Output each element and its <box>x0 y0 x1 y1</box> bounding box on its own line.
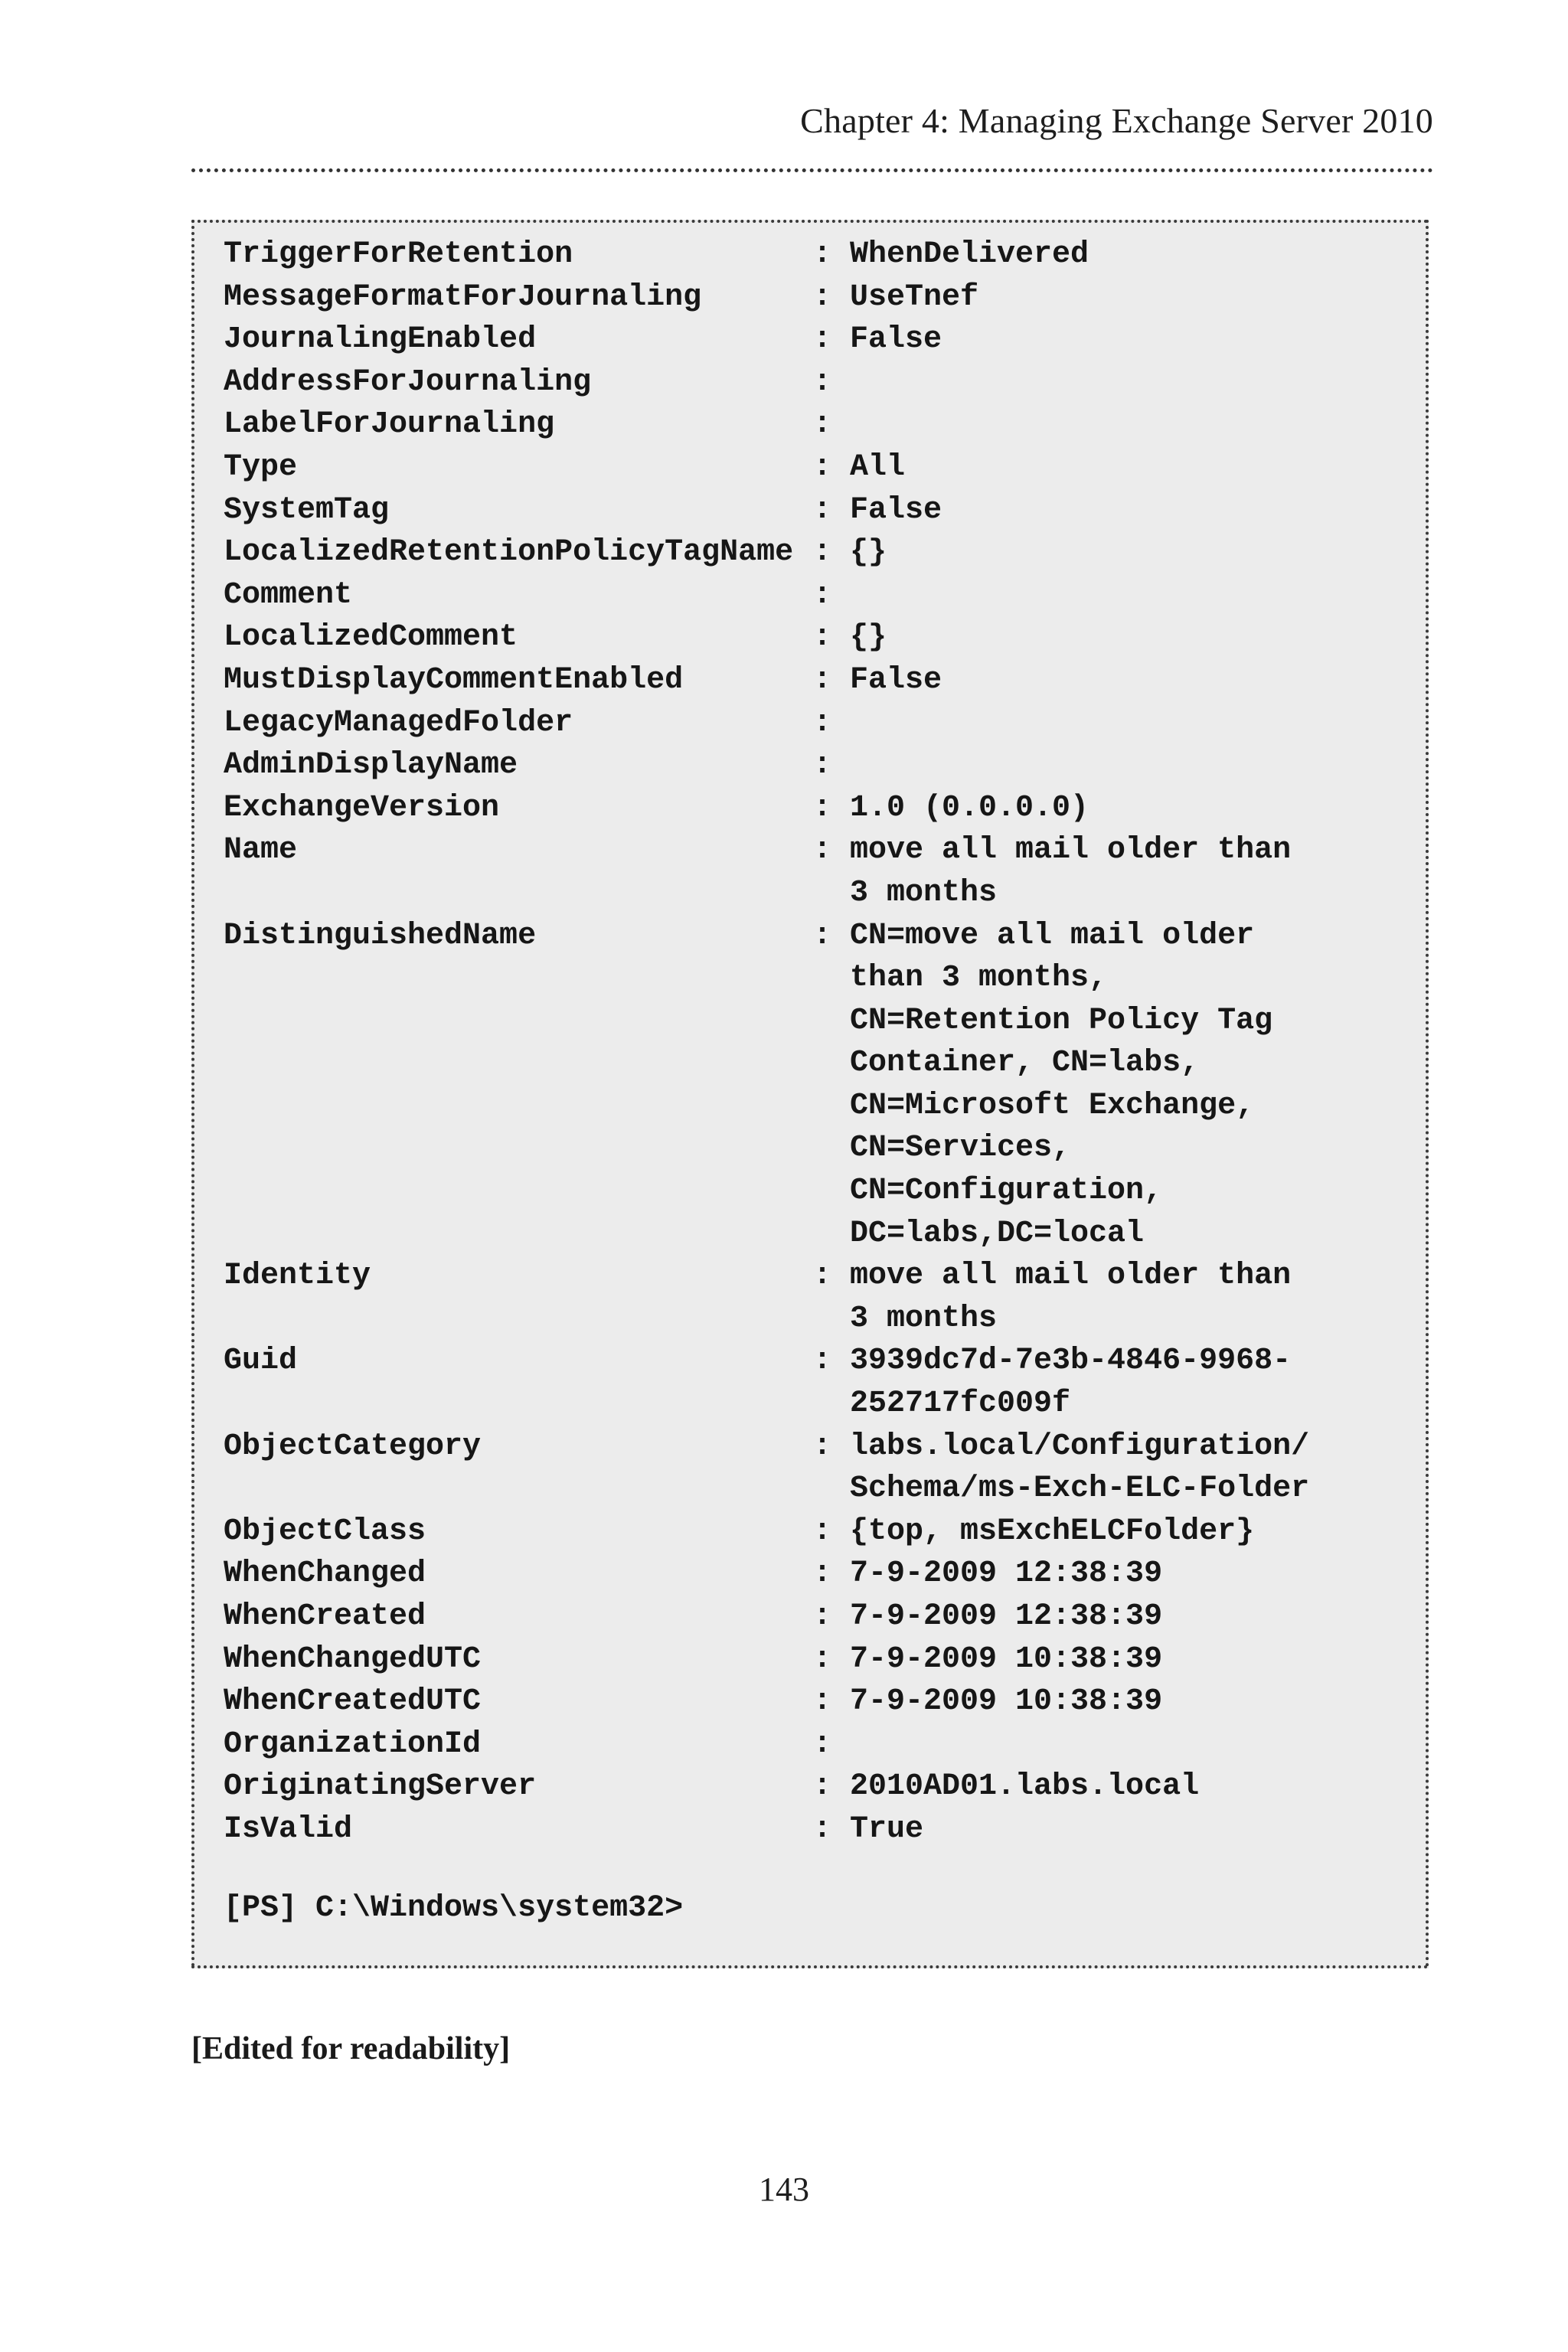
property-value-line: CN=Configuration, <box>850 1174 1163 1209</box>
property-separator: : <box>813 662 832 697</box>
property-separator: : <box>813 279 832 315</box>
property-row <box>224 574 1403 617</box>
property-row <box>224 1808 1403 1851</box>
property-row <box>224 616 1403 659</box>
property-name: Type <box>224 449 298 485</box>
property-value <box>850 616 1403 659</box>
property-row <box>224 1723 1403 1766</box>
property-row <box>224 1553 1403 1596</box>
page-number: 143 <box>759 2171 809 2208</box>
property-value <box>850 1255 1403 1340</box>
property-separator: : <box>813 1429 832 1464</box>
property-name: AddressForJournaling <box>224 364 592 400</box>
property-name: ObjectClass <box>224 1514 426 1549</box>
property-row <box>224 446 1403 489</box>
property-value <box>850 234 1403 276</box>
property-value-line: False <box>850 322 942 358</box>
property-separator: : <box>813 1726 832 1762</box>
property-value-line: Container, CN=labs, <box>850 1046 1200 1081</box>
property-separator: : <box>813 1344 832 1379</box>
property-value-line: than 3 months, <box>850 961 1108 996</box>
property-row <box>224 1596 1403 1638</box>
property-value-line: 3 months <box>850 1301 998 1336</box>
property-list <box>224 234 1403 1851</box>
property-value-line: Schema/ms-Exch-ELC-Folder <box>850 1472 1310 1507</box>
property-value-line: {} <box>850 620 887 655</box>
property-value-line: 2010AD01.labs.local <box>850 1769 1200 1805</box>
property-row <box>224 531 1403 574</box>
property-value-line: 3 months <box>850 875 998 910</box>
property-name: Name <box>224 833 298 868</box>
property-row <box>224 318 1403 361</box>
property-value <box>850 659 1403 702</box>
property-separator: : <box>813 620 832 655</box>
property-value <box>850 446 1403 489</box>
header-dotted-rule <box>191 168 1433 172</box>
property-row <box>224 1511 1403 1553</box>
property-value-line: {} <box>850 535 887 570</box>
property-separator: : <box>813 1599 832 1634</box>
property-separator: : <box>813 535 832 570</box>
property-row <box>224 1340 1403 1425</box>
property-name: ObjectCategory <box>224 1429 482 1464</box>
property-row <box>224 829 1403 914</box>
property-name: Guid <box>224 1344 298 1379</box>
property-separator: : <box>813 1557 832 1592</box>
property-value <box>850 1681 1403 1723</box>
property-value-line: move all mail older than <box>850 833 1292 868</box>
property-name: OrganizationId <box>224 1726 482 1762</box>
property-name: MustDisplayCommentEnabled <box>224 662 684 697</box>
property-name: Comment <box>224 577 353 612</box>
property-value-line: WhenDelivered <box>850 237 1089 272</box>
property-value <box>850 318 1403 361</box>
property-name: DistinguishedName <box>224 918 537 953</box>
property-separator: : <box>813 790 832 825</box>
property-separator: : <box>813 407 832 443</box>
property-separator: : <box>813 705 832 740</box>
property-name: LocalizedRetentionPolicyTagName <box>224 535 794 570</box>
property-value-line: All <box>850 449 906 485</box>
property-separator: : <box>813 833 832 868</box>
property-separator: : <box>813 1514 832 1549</box>
property-name: OriginatingServer <box>224 1769 537 1805</box>
property-value-line: DC=labs,DC=local <box>850 1216 1145 1251</box>
property-value-line: CN=Microsoft Exchange, <box>850 1088 1255 1123</box>
property-row <box>224 1426 1403 1511</box>
property-row <box>224 361 1403 404</box>
property-value-line: True <box>850 1811 924 1847</box>
property-value <box>850 1340 1403 1425</box>
property-row <box>224 1681 1403 1723</box>
property-name: ExchangeVersion <box>224 790 500 825</box>
property-value <box>850 489 1403 532</box>
property-row <box>224 1766 1403 1808</box>
property-row <box>224 276 1403 319</box>
property-separator: : <box>813 1811 832 1847</box>
property-row <box>224 489 1403 532</box>
property-name: Identity <box>224 1259 371 1294</box>
property-row <box>224 702 1403 745</box>
property-value-line: labs.local/Configuration/ <box>850 1429 1310 1464</box>
property-value-line: 3939dc7d-7e3b-4846-9968- <box>850 1344 1292 1379</box>
property-value-line: False <box>850 662 942 697</box>
edited-note: [Edited for readability] <box>191 2031 511 2066</box>
property-separator: : <box>813 918 832 953</box>
property-name: WhenCreatedUTC <box>224 1684 482 1720</box>
powershell-prompt: [PS] C:\Windows\system32> <box>224 1891 684 1926</box>
property-value <box>850 1426 1403 1511</box>
property-value-line: 252717fc009f <box>850 1387 1071 1422</box>
property-value <box>850 1808 1403 1851</box>
property-separator: : <box>813 748 832 783</box>
property-value-line: 7-9-2009 12:38:39 <box>850 1557 1163 1592</box>
property-value-line: CN=Services, <box>850 1131 1071 1166</box>
property-value <box>850 829 1403 914</box>
property-value-line: 7-9-2009 10:38:39 <box>850 1642 1163 1677</box>
property-row <box>224 744 1403 787</box>
property-row <box>224 234 1403 276</box>
property-row <box>224 915 1403 1256</box>
property-separator: : <box>813 492 832 528</box>
property-separator: : <box>813 449 832 485</box>
property-value-line: 1.0 (0.0.0.0) <box>850 790 1089 825</box>
property-separator: : <box>813 1684 832 1720</box>
property-value-line: UseTnef <box>850 279 979 315</box>
property-name: JournalingEnabled <box>224 322 537 358</box>
property-name: AdminDisplayName <box>224 748 518 783</box>
property-row <box>224 403 1403 446</box>
property-value <box>850 531 1403 574</box>
property-separator: : <box>813 364 832 400</box>
property-value-line: 7-9-2009 12:38:39 <box>850 1599 1163 1634</box>
property-row <box>224 659 1403 702</box>
property-value <box>850 1766 1403 1808</box>
property-row <box>224 1638 1403 1681</box>
property-value <box>850 1553 1403 1596</box>
property-value <box>850 1596 1403 1638</box>
code-listing-box <box>191 220 1429 1968</box>
property-value-line: CN=Retention Policy Tag <box>850 1003 1273 1038</box>
property-value-line: {top, msExchELCFolder} <box>850 1514 1255 1549</box>
property-value-line: False <box>850 492 942 528</box>
property-row <box>224 787 1403 830</box>
property-row <box>224 1255 1403 1340</box>
property-name: WhenChangedUTC <box>224 1642 482 1677</box>
property-name: WhenCreated <box>224 1599 426 1634</box>
property-value <box>850 915 1403 1256</box>
property-value-line: move all mail older than <box>850 1259 1292 1294</box>
property-separator: : <box>813 577 832 612</box>
property-value <box>850 787 1403 830</box>
property-name: SystemTag <box>224 492 390 528</box>
property-name: IsValid <box>224 1811 353 1847</box>
property-separator: : <box>813 322 832 358</box>
property-name: TriggerForRetention <box>224 237 573 272</box>
property-name: LegacyManagedFolder <box>224 705 573 740</box>
property-value-line: 7-9-2009 10:38:39 <box>850 1684 1163 1720</box>
property-separator: : <box>813 1769 832 1805</box>
property-value <box>850 276 1403 319</box>
property-name: WhenChanged <box>224 1557 426 1592</box>
running-head-title: Chapter 4: Managing Exchange Server 2010 <box>800 101 1433 140</box>
property-value <box>850 1638 1403 1681</box>
property-separator: : <box>813 1259 832 1294</box>
property-separator: : <box>813 237 832 272</box>
property-name: LocalizedComment <box>224 620 518 655</box>
property-value-line: CN=move all mail older <box>850 918 1255 953</box>
property-name: LabelForJournaling <box>224 407 555 443</box>
property-separator: : <box>813 1642 832 1677</box>
property-name: MessageFormatForJournaling <box>224 279 702 315</box>
property-value <box>850 1511 1403 1553</box>
